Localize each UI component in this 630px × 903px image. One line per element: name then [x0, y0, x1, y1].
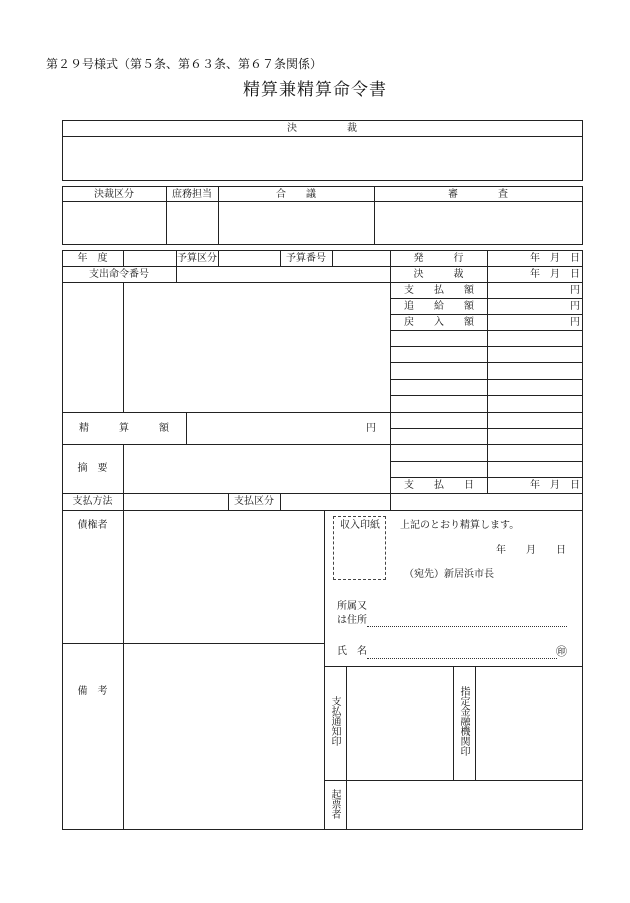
shiharai-hoho-field[interactable]: [124, 494, 228, 510]
tsuikyu-gaku-yen: 円: [570, 301, 580, 312]
tsuchi-in-label: 支払通知印: [329, 696, 340, 746]
address-label-2: は住所: [337, 615, 367, 626]
shiharai-hoho-label: 支払方法: [72, 496, 113, 507]
shiharai-gaku-yen: 円: [570, 285, 580, 296]
yosan-bango-label: 予算番号: [286, 253, 326, 264]
kinyu-in-area[interactable]: [476, 667, 582, 780]
biko-label: 備 考: [77, 686, 108, 697]
yosan-kubun-field[interactable]: [219, 251, 280, 266]
tekiyo-field[interactable]: [124, 445, 390, 493]
yosan-bango-field[interactable]: [333, 251, 390, 266]
kinyu-in-label: 指定金融機関印: [458, 686, 469, 756]
reinyu-gaku-yen: 円: [570, 317, 580, 328]
gogi-label: 合 議: [276, 189, 316, 200]
nendo-label: 年 度: [77, 253, 108, 264]
name-line[interactable]: [367, 658, 557, 659]
stamp-label: 収入印紙: [340, 520, 380, 531]
shinsa-label: 審 査: [448, 189, 508, 200]
seisan-gaku-label: 精 算 額: [79, 423, 169, 434]
page-title: 精算兼精算命令書: [243, 80, 387, 100]
address-line[interactable]: [367, 626, 567, 627]
shiharai-gaku-label: 支 払 額: [404, 285, 474, 296]
statement-date[interactable]: 年 月 日: [496, 545, 566, 556]
kihyosha-area[interactable]: [347, 781, 582, 829]
kessai-stamp-area[interactable]: [63, 137, 581, 179]
form-number: 第２９号様式（第５条、第６３条、第６７条関係）: [46, 57, 323, 71]
tsuikyu-gaku-label: 追 給 額: [404, 301, 474, 312]
saikensha-field[interactable]: [124, 511, 324, 643]
yosan-kubun-label: 予算区分: [177, 253, 217, 264]
shiharai-kubun-field[interactable]: [281, 494, 582, 510]
hakko-date[interactable]: 年 月 日: [530, 253, 580, 264]
shomu-tanto-label: 庶務担当: [172, 189, 212, 200]
kessai-date[interactable]: 年 月 日: [530, 269, 580, 280]
kessai-date-label: 決 裁: [413, 269, 464, 280]
seisan-gaku-yen[interactable]: 円: [366, 423, 376, 434]
shiharai-bi-label: 支 払 日: [404, 480, 474, 491]
statement-text: 上記のとおり精算します。: [400, 520, 520, 531]
name-label: 氏 名: [337, 646, 367, 657]
address-label-1: 所属又: [337, 601, 367, 612]
shiharai-kubun-label: 支払区分: [234, 496, 274, 507]
shiharai-bi-date[interactable]: 年 月 日: [530, 480, 580, 491]
reinyu-gaku-label: 戻 入 額: [404, 317, 474, 328]
shishutsu-bango-label: 支出命令番号: [89, 269, 149, 280]
tsuchi-in-area[interactable]: [347, 667, 453, 780]
nendo-field[interactable]: [124, 251, 176, 266]
seal-mark: ㊞: [556, 645, 567, 658]
tekiyo-label: 摘 要: [77, 463, 108, 474]
kessai-kubun-label: 決裁区分: [94, 189, 134, 200]
kessai-label: 決 裁: [287, 123, 357, 134]
kihyosha-label: 起票者: [329, 789, 340, 819]
hakko-label: 発 行: [413, 253, 464, 264]
biko-field[interactable]: [124, 644, 324, 829]
saikensha-label: 債権者: [77, 520, 108, 531]
addressee-text: （宛先）新居浜市長: [404, 569, 494, 580]
shishutsu-bango-field[interactable]: [177, 267, 390, 282]
